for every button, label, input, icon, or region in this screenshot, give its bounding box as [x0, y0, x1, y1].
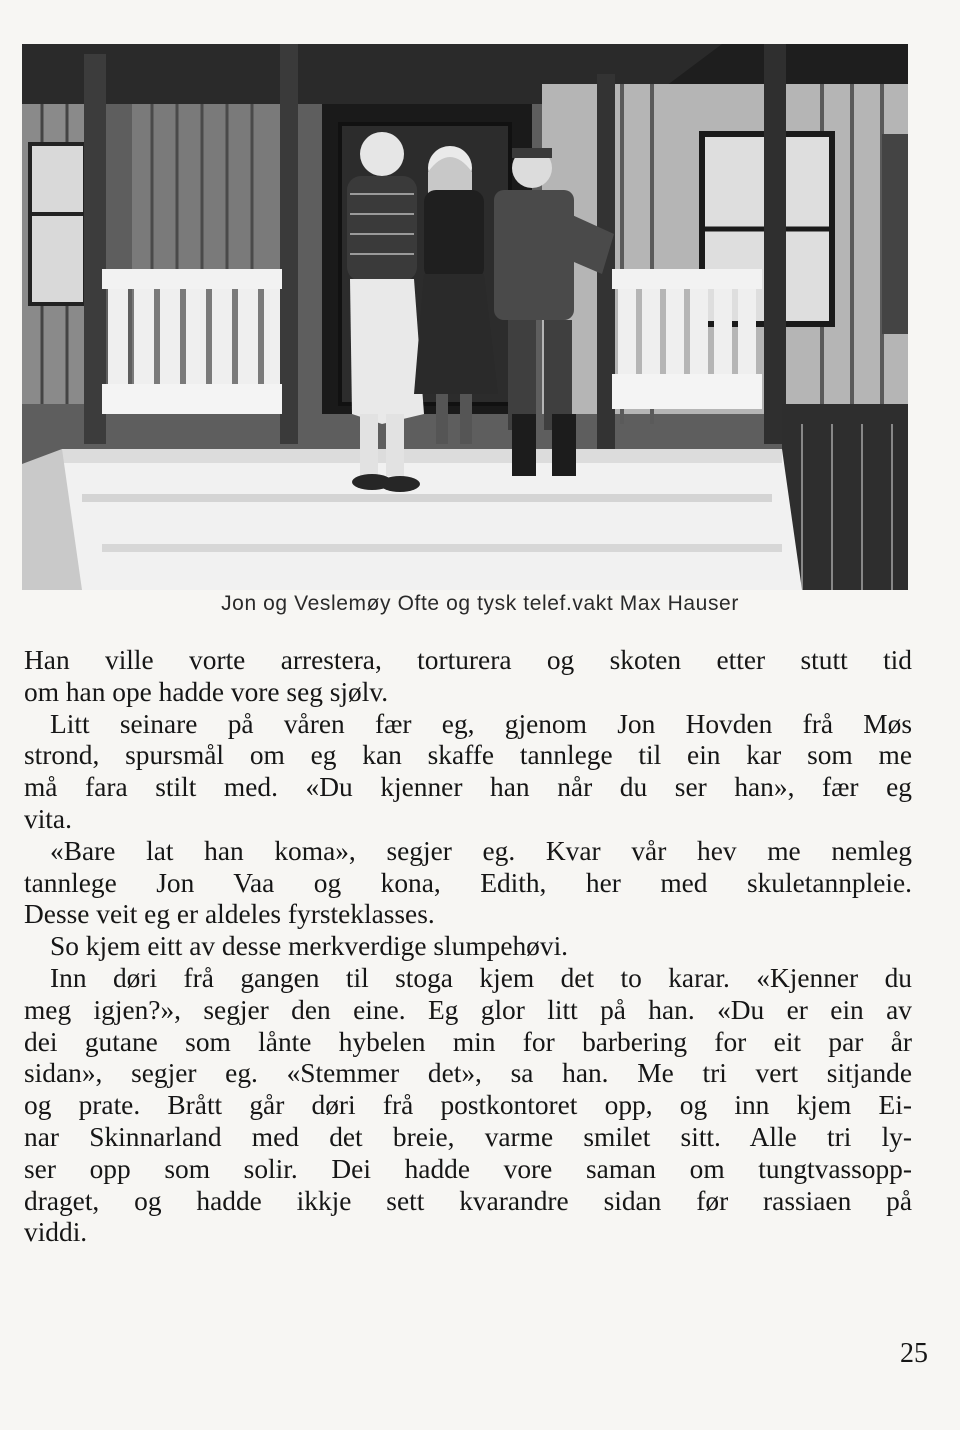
text-line: vita.	[24, 803, 72, 834]
text-line: Han ville vorte arrestera, torturera og skoten etter stutt tid	[24, 645, 912, 675]
text-line: tannlege Jon Vaa og kona, Edith, her med skuletannpleie.	[24, 867, 912, 898]
text-line: meg igjen?», segjer den eine. Eg glor litt på han. «Du er ein av	[24, 994, 912, 1025]
body-text	[24, 645, 912, 1249]
text-line: må fara stilt med. «Du kjenner han når du ser han», fær eg	[24, 772, 912, 803]
text-line: om han ope hadde vore seg sjølv.	[24, 676, 389, 707]
text-line: ser opp som solir. Dei hadde vore saman om tungtvassopp-	[24, 1153, 912, 1184]
text-line: viddi.	[24, 1217, 88, 1248]
text-line: draget, og hadde ikkje sett kvarandre sidan før rassiaen på	[24, 1185, 912, 1216]
text-line: sidan», segjer eg. «Stemmer det», sa han. Me tri vert sitjande	[24, 1058, 912, 1089]
photograph	[22, 44, 908, 590]
photo-image	[22, 44, 908, 590]
text-line: strond, spursmål om eg kan skaffe tannlege til ein kar som me	[24, 740, 912, 771]
text-line: So kjem eitt av desse merkverdige slumpehøvi.	[50, 931, 569, 962]
text-line: «Bare lat han koma», segjer eg. Kvar vår hev me nemleg	[50, 835, 912, 866]
text-line: Desse veit eg er aldeles fyrsteklasses.	[24, 899, 435, 930]
text-line: Inn døri frå gangen til stoga kjem det to karar. «Kjenner du	[50, 962, 912, 993]
page-number: 25	[900, 1338, 928, 1369]
text-line: nar Skinnarland med det breie, varme smilet sitt. Alle tri ly-	[24, 1121, 912, 1152]
text-line: Litt seinare på våren fær eg, gjenom Jon Hovden frå Møs	[50, 708, 912, 739]
text-line: dei gutane som lånte hybelen min for barbering for eit par år	[24, 1026, 912, 1057]
text-line: og prate. Brått går døri frå postkontoret opp, og inn kjem Ei-	[24, 1090, 912, 1121]
photo-caption: Jon og Veslemøy Ofte og tysk telef.vakt Max Hauser	[221, 592, 739, 615]
